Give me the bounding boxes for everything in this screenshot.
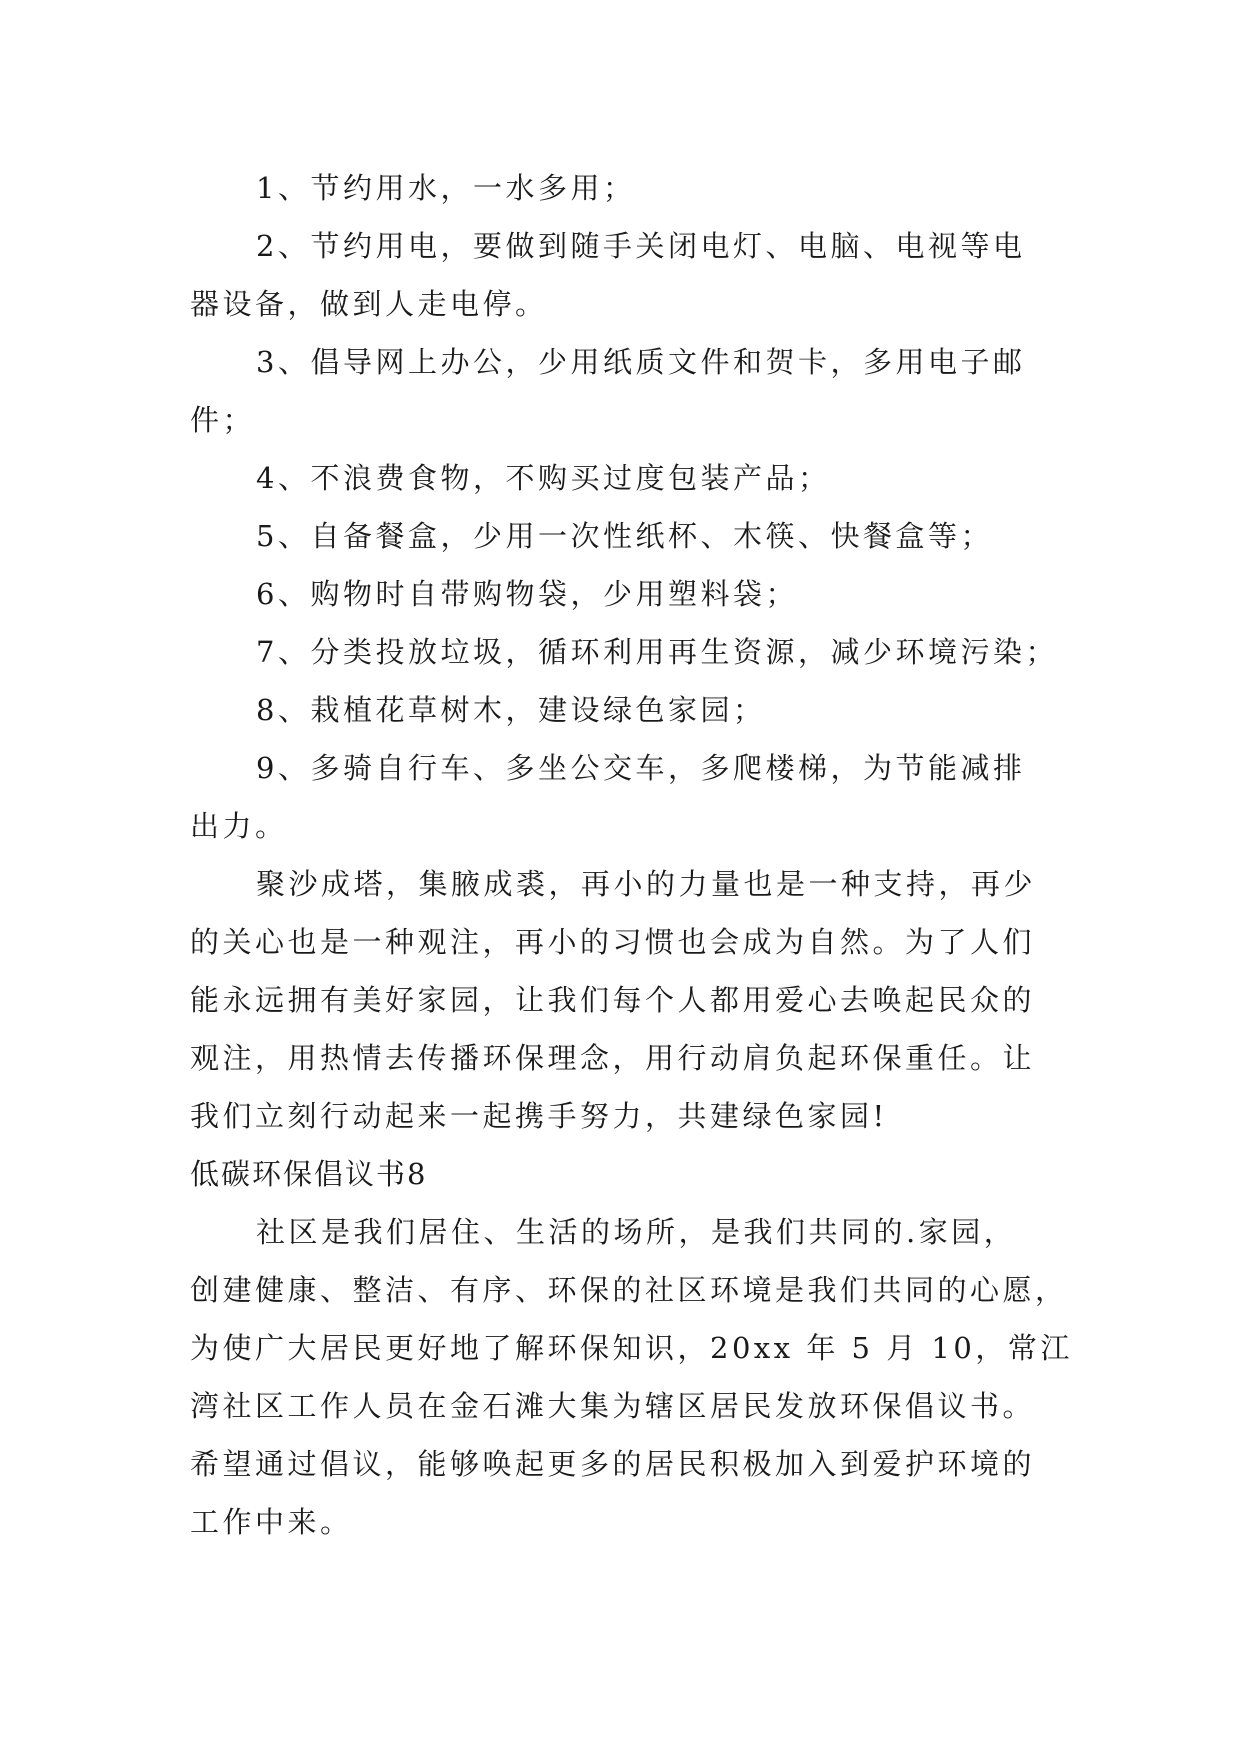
text-line: 为使广大居民更好地了解环保知识，20xx 年 5 月 10，常江 <box>190 1331 1073 1365</box>
heading-text: 低碳环保倡议书8 <box>190 1157 428 1191</box>
text-line: 1、节约用水，一水多用； <box>256 171 636 205</box>
paragraph <box>190 855 1070 1145</box>
text-line: 4、不浪费食物，不购买过度包装产品； <box>256 461 831 495</box>
paragraph <box>190 623 1070 681</box>
text-line: 社区是我们居住、生活的场所，是我们共同的.家园， <box>256 1215 1017 1249</box>
text-line: 6、购物时自带购物袋，少用塑料袋； <box>256 577 798 611</box>
paragraph <box>190 565 1070 623</box>
document-page <box>190 159 1073 1551</box>
text-line: 聚沙成塔，集腋成裘，再小的力量也是一种支持，再少 <box>256 867 1037 901</box>
text-line: 的关心也是一种观注，再小的习惯也会成为自然。为了人们 <box>190 925 1036 959</box>
text-line: 观注，用热情去传播环保理念，用行动肩负起环保重任。让 <box>190 1041 1036 1075</box>
text-line: 创建健康、整洁、有序、环保的社区环境是我们共同的心愿， <box>190 1273 1068 1307</box>
text-line: 出力。 <box>190 809 288 843</box>
paragraph <box>190 217 1070 333</box>
text-line: 件； <box>190 403 256 437</box>
text-line: 工作中来。 <box>190 1505 353 1539</box>
paragraph <box>190 1203 1073 1551</box>
paragraph <box>190 507 1070 565</box>
text-line: 5、自备餐盒，少用一次性纸杯、木筷、快餐盒等； <box>256 519 993 553</box>
paragraph <box>190 333 1070 449</box>
text-line: 2、节约用电，要做到随手关闭电灯、电脑、电视等电 <box>256 229 1026 263</box>
section-heading <box>190 1145 1070 1203</box>
paragraph <box>190 159 1070 217</box>
text-line: 7、分类投放垃圾，循环利用再生资源，减少环境污染； <box>256 635 1058 669</box>
text-line: 希望通过倡议，能够唤起更多的居民积极加入到爱护环境的 <box>190 1447 1036 1481</box>
text-line: 9、多骑自行车、多坐公交车，多爬楼梯，为节能减排 <box>256 751 1026 785</box>
paragraph <box>190 681 1070 739</box>
text-line: 3、倡导网上办公，少用纸质文件和贺卡，多用电子邮 <box>256 345 1026 379</box>
text-line: 我们立刻行动起来一起携手努力，共建绿色家园! <box>190 1099 888 1133</box>
paragraph <box>190 449 1070 507</box>
text-line: 能永远拥有美好家园，让我们每个人都用爱心去唤起民众的 <box>190 983 1036 1017</box>
paragraph <box>190 739 1070 855</box>
text-line: 湾社区工作人员在金石滩大集为辖区居民发放环保倡议书。 <box>190 1389 1036 1423</box>
text-line: 器设备，做到人走电停。 <box>190 287 548 321</box>
text-line: 8、栽植花草树木，建设绿色家园； <box>256 693 766 727</box>
